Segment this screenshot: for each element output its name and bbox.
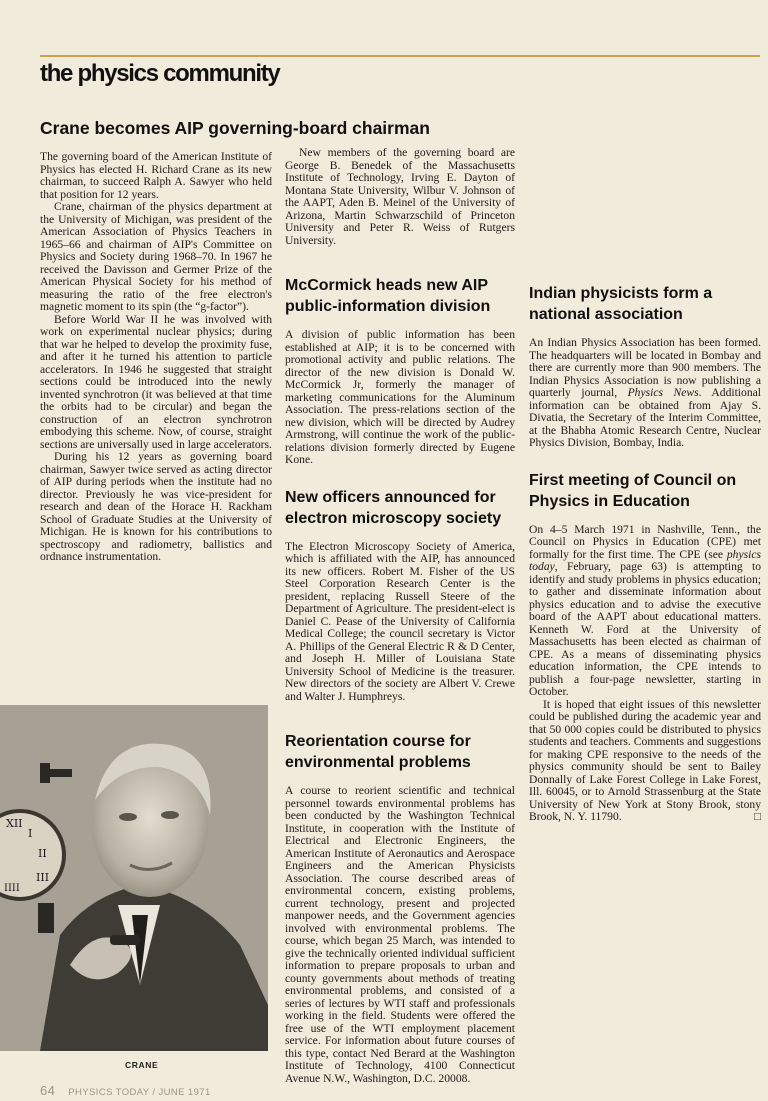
publication-line: PHYSICS TODAY / JUNE 1971 <box>68 1087 211 1098</box>
page-number: 64 <box>40 1083 56 1098</box>
text: , February, page 63) is attempting to identify and study problems in physics education; to gather and disseminate information about physics education and to advise the executive board of the AAPT about educational matters. Kenneth W. Ford at the University of Massachusetts has been elected as chairman of CPE. As a means of disseminating physics education information, the CPE intends to publish a four-page newsletter, starting in October. <box>529 560 761 698</box>
column-3 <box>529 283 761 824</box>
section-title: the physics community <box>40 60 280 87</box>
text: It is hoped that eight issues of this newsletter could be published during the academic year and that 50 000 copies could be distributed to physics students and teachers. Comments and suggestions for making CPE responsive to the needs of the physics community should be sent to Bailey Donnally of Lake Forest College in Lake Forest, Ill. 60045, or to Arnold Strassenburg at the State University of New York at Stony Brook, stony Brook, N. Y. 11790. <box>529 697 761 823</box>
paragraph: New members of the governing board are George B. Benedek of the Massachusetts Institute of Technology, Irving E. Dayton of Montana State University, Wilbur V. Johnson of the AAPT, Aden B. Meinel of the University of Arizona, Martin Schwarzschild of Princeton University and Peter R. Weiss of Rutgers University. <box>285 146 515 247</box>
clock-numeral: II <box>38 847 47 860</box>
pipe-icon <box>110 935 140 945</box>
paragraph <box>529 337 761 450</box>
text: . Additional information can be obtained from Ajay S. Divatia, the Secretary of the Interim Committee, at the Bhabha Atomic Research Centre, Nuclear Physics Division, Bombay, India. <box>529 386 761 449</box>
crane-photo <box>0 705 268 1051</box>
clock-numeral: III <box>36 871 50 884</box>
clock-numeral: IIII <box>4 883 20 894</box>
header-rule <box>40 55 760 57</box>
clock-numeral: I <box>28 827 33 840</box>
end-mark: □ <box>753 810 761 823</box>
page-footer <box>40 1083 211 1098</box>
headline-reorientation: Reorientation course for environmental problems <box>285 733 471 771</box>
paragraph: The Electron Microscopy Society of America, which is affiliated with the AIP, has announced its new officers. Robert M. Fisher of the US Steel Corporation Research Center is the president, replacing Russell Steere of the Department of Agriculture. The president-elect is Daniel C. Pease of the University of California Medical College; the council secretary is Victor A. Phillips of the General Electric R & D Center, and Joseph H. Miller of Louisiana State University School of Medicine is the treasurer. New directors of the society are Albert V. Crewe and Walter J. Humphreys. <box>285 539 515 703</box>
magazine-name: physics today <box>529 547 761 573</box>
paragraph: Crane, chairman of the physics department at the University of Michigan, was president of the American Association of Physics Teachers in 1965–66 and chairman of AIP's Committee on Physics and Society during 1968–70. In 1967 he received the Davisson and Germer Prize of the American Physical Society for his method of measuring the ratio of the free electron's magnetic moment to its spin (the “g-factor”). <box>40 200 272 313</box>
paragraph: The governing board of the American Institute of Physics has elected H. Richard Crane as its new chairman, to succeed Ralph A. Sawyer who held that position for 12 years. <box>40 150 272 201</box>
journal-name: Physics News <box>627 386 699 399</box>
paragraph <box>529 524 761 699</box>
text: On 4–5 March 1971 in Nashville, Tenn., the Council on Physics in Education (CPE) met formally for the first time. The CPE (see <box>529 522 761 561</box>
eye <box>161 811 179 819</box>
paragraph: Before World War II he was involved with work on experimental nuclear physics; during that war he helped to develop the proximity fuse, and after it he turned his attention to particle accelerators. In 1946 he suggested that straight sections could be introduced into the newly invented synchrotron (it was believed at that time the orbits had to be circular) and began the construction of an electron synchrotron embodying this scheme. Now, of course, straight sections are universally used in large accelerators. <box>40 312 272 451</box>
clock-numeral: XII <box>6 817 23 830</box>
paragraph <box>529 699 761 824</box>
paragraph: During his 12 years as governing board chairman, Sawyer twice served as acting director of AIP during periods when the institute had no director. Previously he was vice-president for research and dean of the Horace H. Rackham School of Graduate Studies at the University of Michigan. He is known for his contributions to spectroscopy and radiometry, ballistics and ordnance instrumentation. <box>40 450 272 563</box>
headline-microscopy: New officers announced for electron microscopy society <box>285 488 502 527</box>
eye <box>119 813 137 821</box>
photo-caption: CRANE <box>125 1060 159 1070</box>
paragraph: A course to reorient scientific and technical personnel towards environmental problems has been conducted by the Washington Technical Institute, in cooperation with the Institute of Electrical and Electronic Engineers, the American Institute of Aeronautics and Aerospace Engineers and the American Physicists Association. The course described areas of environmental concern, existing problems, current technology, present and projected manpower needs, and the Government agencies involved with environmental problems. The course, which began 25 March, was intended to give the technically oriented individual sufficient information to prepare proposals to urban and county governments about methods of treating environmental problems, and consisted of a series of lectures by WTI staff and professionals working in the field. Students were offered the free use of the WTI employment placement service. For information about future courses of this type, contact Ned Berard at the Washington Institute of Technology, 4100 Connecticut Avenue N.W., Washington, D.C. 20008. <box>285 784 515 1085</box>
paragraph: A division of public information has been established at AIP; it is to be concerned with promotional activity and public relations. The director of the new division is Donald W. McCormick Jr, formerly the manager of marketing communications for the Aluminum Association. The press-relations section of the new division, which will be directed by Audrey Armstrong, will continue the work of the public-relations division formerly directed by Eugene Kone. <box>285 328 515 466</box>
headline-mccormick: McCormick heads new AIP public-information division <box>285 277 491 315</box>
text: An Indian Physics Association has been formed. The headquarters will be located in Bombay and there are currently more than 900 members. The Indian Physics Association is now publishing a quarterly journal, <box>529 336 761 399</box>
column-2 <box>285 147 515 1085</box>
headline-cpe: First meeting of Council on Physics in Education <box>529 471 737 510</box>
headline-indian: Indian physicists form a national association <box>529 285 713 323</box>
headline-aip-chairman: Crane becomes AIP governing-board chairman <box>40 118 430 138</box>
portrait-illustration <box>0 705 268 1051</box>
